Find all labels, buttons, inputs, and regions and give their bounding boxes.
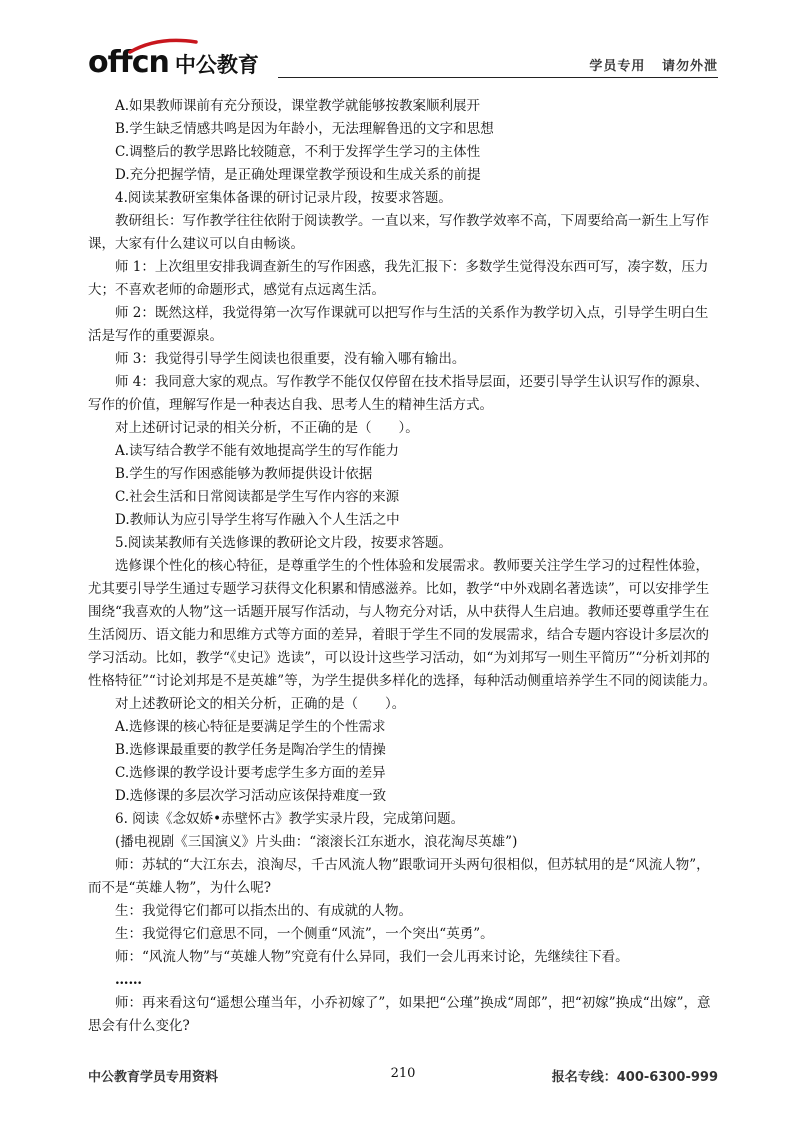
paragraph: 对上述教研论文的相关分析，正确的是（ ）。 [115,696,406,712]
paragraph: 生：我觉得它们都可以指杰出的、有成就的人物。 [115,903,412,919]
page-header [88,38,718,82]
logo-chinese: 中公教育 [174,53,259,77]
header-notice: 学员专用 请勿外泄 [589,59,718,74]
footer-label: 中公教育学员专用资料 [88,1070,219,1085]
page-number: 210 [390,1066,416,1081]
offcn-logo [88,44,259,78]
paragraph: D.选修课的多层次学习活动应该保持难度一致 [115,788,387,804]
paragraph: C.选修课的教学设计要考虑学生多方面的差异 [115,765,386,781]
paragraph: 师 4：我同意大家的观点。写作教学不能仅仅停留在技术指导层面，还要引导学生认识写作的源泉、写作的价值，理解写作是一种表达自我、思考人生的精神生活方式。 [88,374,709,413]
document-body [88,95,718,1038]
paragraph: 师：苏轼的“大江东去，浪淘尽，千古风流人物”跟歌词开头两句很相似，但苏轼用的是“风流人物”，而不是“英雄人物”，为什么呢? [88,857,710,896]
paragraph: A.选修课的核心特征是要满足学生的个性需求 [115,719,386,735]
paragraph: 4.阅读某教研室集体备课的研讨记录片段，按要求答题。 [115,190,452,206]
footer-hotline: 报名专线：400-6300-999 [551,1070,718,1085]
paragraph: 选修课个性化的核心特征，是尊重学生的个性体验和发展需求。教师要关注学生学习的过程性体验，尤其要引导学生通过专题学习获得文化积累和情感滋养。比如，教学“中外戏剧名著选读”，可以安排学生围绕“我喜欢的人物”这一话题开展写作活动，与人物充分对话，从中获得人生启迪。教师还要尊重学生在生活阅历、语文能力和思维方式等方面的差异，着眼于学生不同的发展需求，结合专题内容设计多层次的学习活动。比如，教学“《史记》选读”，可以设计这些学习活动，如“为刘邦写一则生平简历”“分析刘邦的性格特征”“讨论刘邦是不是英雄”等，为学生提供多样化的选择，每种活动侧重培养学生不同的阅读能力。 [88,558,717,689]
paragraph: 生：我觉得它们意思不同，一个侧重“风流”，一个突出“英勇”。 [115,926,494,942]
logo-swoosh-icon [128,38,198,54]
paragraph: B.学生的写作困惑能够为教师提供设计依据 [115,466,373,482]
paragraph: B.选修课最重要的教学任务是陶冶学生的情操 [115,742,386,758]
paragraph: C.社会生活和日常阅读都是学生写作内容的来源 [115,489,400,505]
paragraph: 师 3：我觉得引导学生阅读也很重要，没有输入哪有输出。 [115,351,466,367]
paragraph: …… [115,972,142,988]
paragraph: D.充分把握学情，是正确处理课堂教学预设和生成关系的前提 [115,167,481,183]
paragraph: 师 2：既然这样，我觉得第一次写作课就可以把写作与生活的关系作为教学切入点，引导学生明白生活是写作的重要源泉。 [88,305,709,344]
paragraph: 教研组长：写作教学往往依附于阅读教学。一直以来，写作教学效率不高，下周要给高一新生上写作课，大家有什么建议可以自由畅谈。 [88,213,709,252]
paragraph: 对上述研讨记录的相关分析，不正确的是（ ）。 [115,420,419,436]
paragraph: 师：再来看这句“遥想公瑾当年，小乔初嫁了”，如果把“公瑾”换成“周郎”，把“初嫁”换成“出嫁”，意思会有什么变化? [88,995,711,1034]
paragraph: C.调整后的教学思路比较随意，不利于发挥学生学习的主体性 [115,144,481,160]
paragraph: 师 1：上次组里安排我调查新生的写作困惑，我先汇报下：多数学生觉得没东西可写，凑字数，压力大；不喜欢老师的命题形式，感觉有点远离生活。 [88,259,709,298]
paragraph: A.如果教师课前有充分预设，课堂教学就能够按教案顺利展开 [115,98,481,114]
page-footer [88,1066,718,1090]
paragraph: 师：“风流人物”与“英雄人物”究竟有什么异同，我们一会儿再来讨论，先继续往下看。 [115,949,629,965]
logo-latin: offcn [88,45,169,80]
paragraph: (播电视剧《三国演义》片头曲：“滚滚长江东逝水，浪花淘尽英雄”) [115,834,518,850]
paragraph: B.学生缺乏情感共鸣是因为年龄小，无法理解鲁迅的文字和思想 [115,121,494,137]
paragraph: 6. 阅读《念奴娇•赤壁怀古》教学实录片段，完成第问题。 [115,811,465,827]
paragraph: D.教师认为应引导学生将写作融入个人生活之中 [115,512,400,528]
paragraph: A.读写结合教学不能有效地提高学生的写作能力 [115,443,400,459]
paragraph: 5.阅读某教师有关选修课的教研论文片段，按要求答题。 [115,535,452,551]
header-rule [278,77,718,78]
